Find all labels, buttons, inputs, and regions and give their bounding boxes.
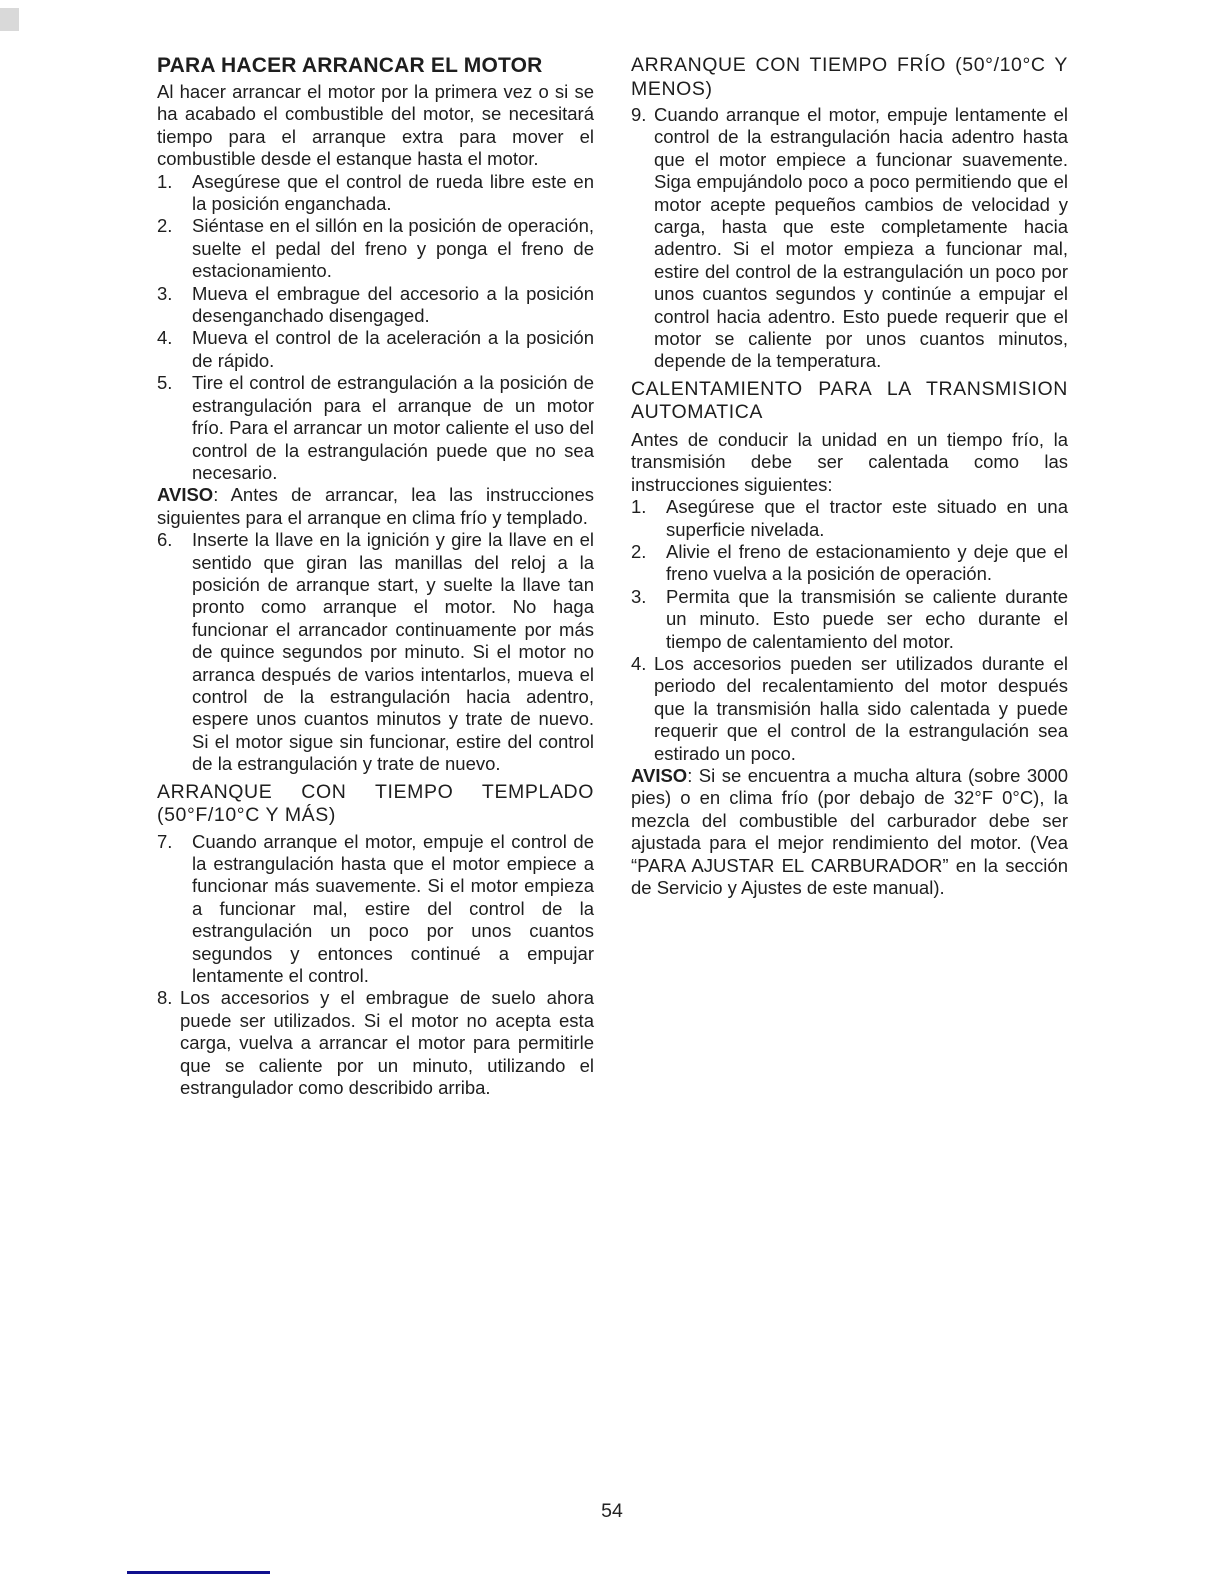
list-item-text: Cuando arranque el motor, empuje el control de la estrangulación hasta que el motor empiece a funcionar más suavemente. Si el motor empieza a funcionar mal, estire del control de la estrangulación un poco por unos cuantos segundos y entonces continué a empujar lentamente el control. xyxy=(192,830,594,987)
list-item-number: 2. xyxy=(631,540,647,562)
list-item-r4 xyxy=(631,653,1068,765)
list-item-text: Los accesorios y el embrague de suelo ahora puede ser utilizados. Si el motor no acepta esta carga, vuelva a arrancar el motor para permitirle que se caliente por un minuto, utilizando el estrangulador como describido arriba. xyxy=(180,987,594,1099)
footer-rule xyxy=(127,1571,270,1574)
list-item-number: 6. xyxy=(157,529,173,551)
notice-paragraph-right xyxy=(631,765,1068,899)
list-item-r3 xyxy=(631,586,1068,653)
scan-artifact xyxy=(0,8,19,31)
list-item-number: 3. xyxy=(631,585,647,607)
list-item-4 xyxy=(157,327,594,372)
list-item-number: 3. xyxy=(157,282,173,304)
list-item-number: 1. xyxy=(631,496,647,518)
intro-paragraph-right: Antes de conducir la unidad en un tiempo frío, la transmisión debe ser calentada como las instrucciones siguientes: xyxy=(631,428,1068,495)
notice-label: AVISO xyxy=(157,484,214,506)
list-item-8 xyxy=(157,987,594,1099)
list-item-text: Mueva el embrague del accesorio a la posición desenganchado disengaged. xyxy=(192,282,594,327)
notice-text: : Si se encuentra a mucha altura (sobre 3000 pies) o en clima frío (por debajo de 32°F 0°C), la mezcla del combustible del carburador debe ser ajustada para el mejor rendimiento del motor. (Vea “PARA AJUSTAR EL CARBURADOR” en la sección de Servicio y Ajustes de este manual). xyxy=(631,764,1068,898)
section-heading-tiempo-templado: ARRANQUE CON TIEMPO TEMPLADO (50°F/10°C Y MÁS) xyxy=(157,780,594,827)
list-item-number: 4. xyxy=(157,327,173,349)
list-item-1 xyxy=(157,171,594,216)
list-item-3 xyxy=(157,283,594,328)
list-item-number: 7. xyxy=(157,830,173,852)
section-heading-calentamiento: CALENTAMIENTO PARA LA TRANSMISION AUTOMATICA xyxy=(631,377,1068,424)
list-item-r1 xyxy=(631,496,1068,541)
notice-text: : Antes de arrancar, lea las instrucciones siguientes para el arranque en clima frío y templado. xyxy=(157,484,594,528)
list-item-text: Alivie el freno de estacionamiento y deje que el freno vuelva a la posición de operación. xyxy=(666,540,1068,585)
notice-label: AVISO xyxy=(631,764,688,786)
list-item-text: Tire el control de estrangulación a la posición de estrangulación para el arranque de un motor frío. Para el arrancar un motor caliente el uso del control de la estrangulación puede que no sea necesario. xyxy=(192,372,594,483)
section-heading-tiempo-frio: ARRANQUE CON TIEMPO FRÍO (50°/10°C Y MENOS) xyxy=(631,54,1068,100)
page-content xyxy=(157,54,1069,1099)
list-item-7 xyxy=(157,831,594,988)
list-item-text: Mueva el control de la aceleración a la posición de rápido. xyxy=(192,327,594,371)
right-column xyxy=(631,54,1068,1099)
list-item-text: Cuando arranque el motor, empuje lentamente el control de la estrangulación hacia adentro hasta que el motor empiece a funcionar suavemente. Siga empujándolo poco a poco permitiendo que el motor acepte pequeños cambios de velocidad y carga, hasta que este completamente hacia adentro. Si el motor empieza a funcionar mal, estire del control de la estrangulación un poco por unos cuantos segundos y continúe a empujar el control hacia adentro. Esto puede requerir que el motor se caliente por unos cuantos minutos, depende de la temperatura. xyxy=(654,104,1068,372)
list-item-text: Los accesorios pueden ser utilizados durante el periodo del recalentamiento del motor después que la transmisión halla sido calentada y puede requerir que el control de la estrangulación sea estirado un poco. xyxy=(654,652,1068,764)
list-item-number: 2. xyxy=(157,215,173,237)
list-item-text: Siéntase en el sillón en la posición de operación, suelte el pedal del freno y ponga el freno de estacionamiento. xyxy=(192,215,594,282)
list-item-text: Permita que la transmisión se caliente durante un minuto. Esto puede ser echo durante el tiempo de calentamiento del motor. xyxy=(666,585,1068,652)
section-title-arrancar-motor: PARA HACER ARRANCAR EL MOTOR xyxy=(157,54,543,77)
intro-paragraph-left: Al hacer arrancar el motor por la primera vez o si se ha acabado el combustible del motor, se necesitará tiempo para el arranque extra para mover el combustible desde el estanque hasta el motor. xyxy=(157,81,594,170)
list-item-number: 5. xyxy=(157,372,173,394)
page-number: 54 xyxy=(601,1500,623,1522)
left-column xyxy=(157,54,594,1099)
list-item-text: Asegúrese que el control de rueda libre este en la posición enganchada. xyxy=(192,170,594,215)
list-item-text: Asegúrese que el tractor este situado en una superficie nivelada. xyxy=(666,496,1068,540)
list-item-9 xyxy=(631,104,1068,373)
list-item-r2 xyxy=(631,541,1068,586)
list-item-text: Inserte la llave en la ignición y gire la llave en el sentido que giran las manillas del reloj a la posición de arranque start, y suelte la llave tan pronto como arranque el motor. No haga funcionar el arrancador continuamente por más de quince segundos por minuto. Si el motor no arranca después de varios intentarlos, mueva el control de la estrangulación hacia adentro, espere unos cuantos minutos y trate de nuevo. Si el motor sigue sin funcionar, estire del control de la estrangulación y trate de nuevo. xyxy=(192,529,594,775)
list-item-2 xyxy=(157,215,594,282)
list-item-5 xyxy=(157,372,594,484)
list-item-number: 9. xyxy=(631,104,647,125)
list-item-number: 1. xyxy=(157,170,173,192)
list-item-number: 4. xyxy=(631,652,647,674)
list-item-6 xyxy=(157,529,594,775)
notice-paragraph-left xyxy=(157,484,594,529)
list-item-number: 8. xyxy=(157,987,173,1009)
